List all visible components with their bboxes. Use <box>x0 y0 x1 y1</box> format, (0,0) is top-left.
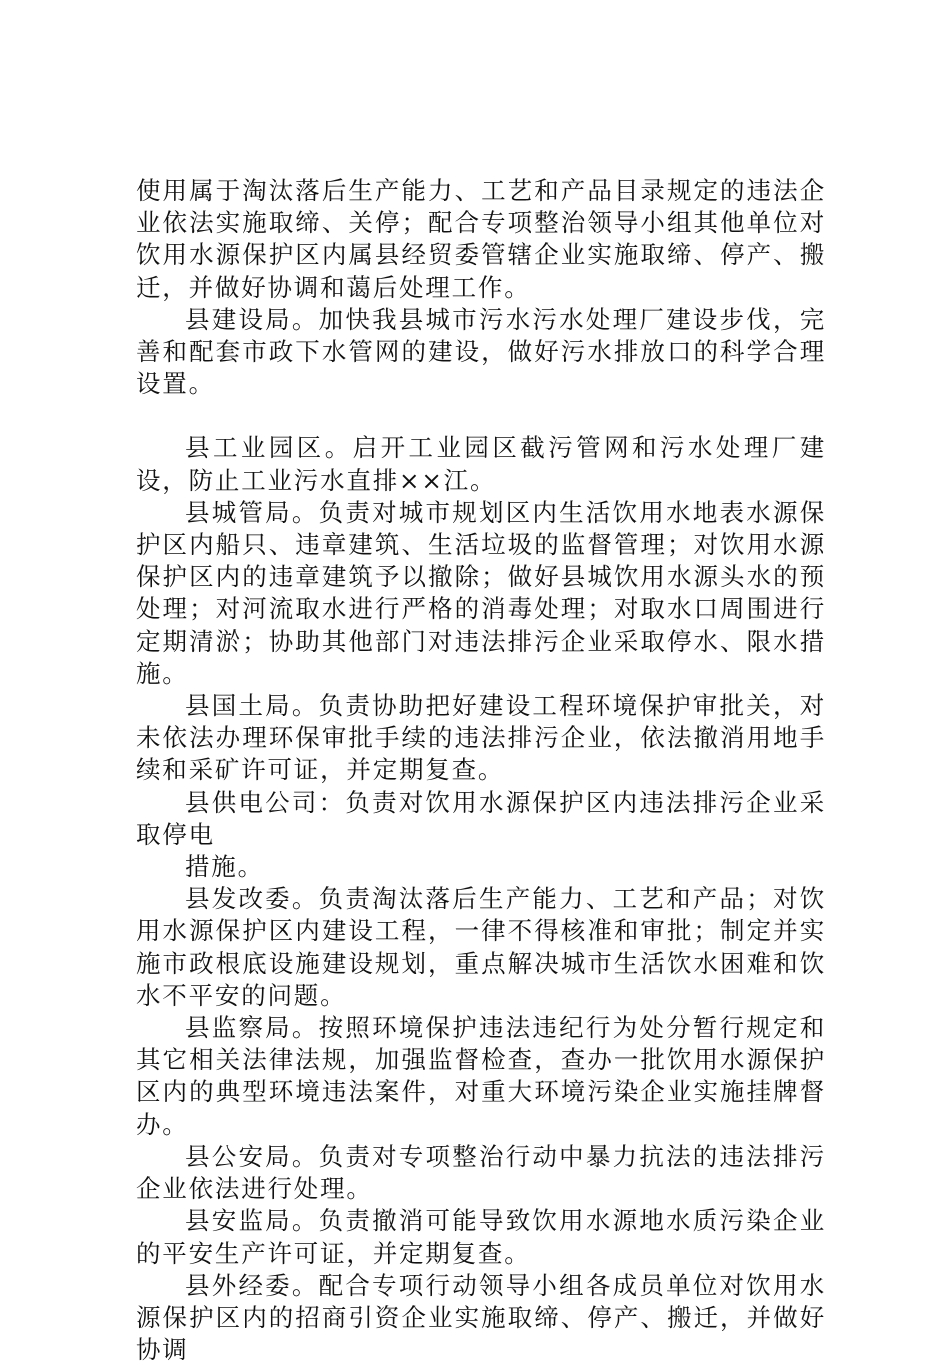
paragraph-power-supply: 县供电公司：负责对饮用水源保护区内违法排污企业采取停电 <box>136 787 826 849</box>
paragraph-foreign-economic: 县外经委。配合专项行动领导小组各成员单位对饮用水源保护区内的招商引资企业实施取缔、停产、搬迁，并做好协调 <box>136 1270 826 1365</box>
paragraph-construction-bureau: 县建设局。加快我县城市污水污水处理厂建设步伐，完善和配套市政下水管网的建设，做好污水排放口的科学合理设置。 <box>136 304 826 399</box>
paragraph-land-resources: 县国土局。负责协助把好建设工程环境保护审批关，对未依法办理环保审批手续的违法排污企业，依法撤消用地手续和采矿许可证，并定期复查。 <box>136 691 826 785</box>
paragraph-development-reform: 县发改委。负责淘汰落后生产能力、工艺和产品；对饮用水源保护区内建设工程，一律不得核准和审批；制定并实施市政根底设施建设规划，重点解决城市生活饮水困难和饮水不平安的问题。 <box>136 884 826 1010</box>
paragraph-supervision: 县监察局。按照环境保护违法违纪行为处分暂行规定和其它相关法律法规，加强监督检查，查办一批饮用水源保护区内的典型环境违法案件，对重大环境污染企业实施挂牌督办。 <box>136 1013 826 1139</box>
paragraph-industrial-park: 县工业园区。启开工业园区截污管网和污水处理厂建设，防止工业污水直排××江。 <box>136 433 826 495</box>
paragraph-power-supply-end: 措施。 <box>185 852 264 882</box>
paragraph-urban-management: 县城管局。负责对城市规划区内生活饮用水地表水源保护区内船只、违章建筑、生活垃圾的监督管理；对饮用水源保护区内的违章建筑予以撤除；做好县城饮用水源头水的预处理；对河流取水进行严格的消毒处理；对取水口周围进行定期清淤；协助其他部门对违法排污企业采取停水、限水措施。 <box>136 497 826 688</box>
paragraph-public-security: 县公安局。负责对专项整治行动中暴力抗法的违法排污企业依法进行处理。 <box>136 1141 826 1204</box>
document-body <box>136 175 826 1366</box>
paragraph-continuation: 使用属于淘汰落后生产能力、工艺和产品目录规定的违法企业依法实施取缔、关停；配合专项整治领导小组其他单位对饮用水源保护区内属县经贸委管辖企业实施取缔、停产、搬迁，并做好协调和蔼后处理工作。 <box>136 176 826 302</box>
paragraph-safety-supervision: 县安监局。负责撤消可能导致饮用水源地水质污染企业的平安生产许可证，并定期复查。 <box>136 1206 826 1268</box>
